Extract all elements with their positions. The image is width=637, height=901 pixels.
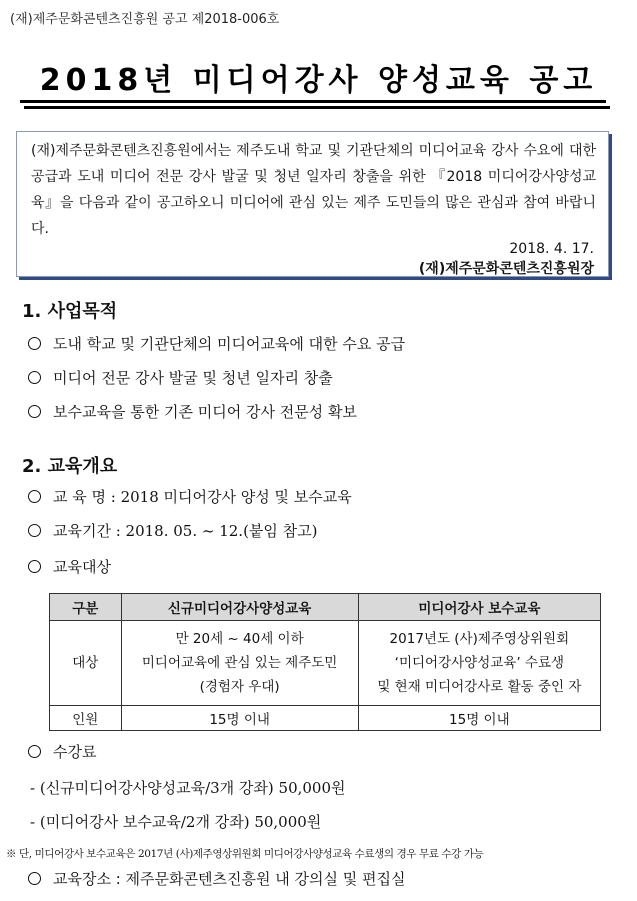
- course-name-line: 교 육 명 : 2018 미디어강사 양성 및 보수교육: [28, 486, 352, 507]
- page-title: 2018년 미디어강사 양성교육 공고: [39, 63, 598, 98]
- table-header-category: 구분: [50, 594, 122, 621]
- table-header-new-course: 신규미디어강사양성교육: [121, 594, 358, 621]
- new-course-count: 15명 이내: [121, 706, 358, 731]
- refresh-course-target: 2017년도 (사)제주영상위원회 ‘미디어강사양성교육’ 수료생 및 현재 미디어강사로 활동 중인 자: [358, 621, 600, 706]
- venue-line: 교육장소 : 제주문화콘텐츠진흥원 내 강의실 및 편집실: [28, 868, 405, 889]
- circle-bullet-icon: [28, 490, 41, 503]
- section1-heading: 1. 사업목적: [22, 301, 118, 322]
- row-label-count: 인원: [50, 706, 122, 731]
- notice-number: (재)제주문화콘텐츠진흥원 공고 제2018-006호: [10, 12, 280, 27]
- fee-note: ※ 단, 미디어강사 보수교육은 2017년 (사)제주영상위원회 미디어강사양성교육 수료생의 경우 무료 수강 가능: [6, 848, 484, 860]
- section2-heading: 2. 교육개요: [22, 456, 118, 477]
- circle-bullet-icon: [28, 872, 41, 885]
- circle-bullet-icon: [28, 371, 41, 384]
- purpose-item-1: 도내 학교 및 기관단체의 미디어교육에 대한 수요 공급: [28, 333, 405, 354]
- notice-signer: (재)제주문화콘텐츠진흥원장: [418, 261, 594, 277]
- intro-text: (재)제주문화콘텐츠진흥원에서는 제주도내 학교 및 기관단체의 미디어교육 강사 수요에 대한 공급과 도내 미디어 전문 강사 발굴 및 청년 일자리 창출을 위한 『2018 미디어강사양성교육』을 다음과 같이 공고하오니 미디어에 관심 있는 제주 도민들의 많은 관심과 참여 바랍니다.: [31, 143, 596, 237]
- table-row: [50, 706, 601, 731]
- circle-bullet-icon: [28, 745, 41, 758]
- new-course-target: 만 20세 ~ 40세 이하 미디어교육에 관심 있는 제주도민 (경험자 우대): [121, 621, 358, 706]
- circle-bullet-icon: [28, 337, 41, 350]
- table-row: [50, 621, 601, 706]
- circle-bullet-icon: [28, 524, 41, 537]
- intro-box: [16, 131, 609, 277]
- table-header-refresh-course: 미디어강사 보수교육: [358, 594, 600, 621]
- course-period-line: 교육기간 : 2018. 05. ~ 12.(붙임 참고): [28, 520, 318, 541]
- title-underline: [20, 100, 606, 103]
- circle-bullet-icon: [28, 560, 41, 573]
- fee-item-refresh: - (미디어강사 보수교육/2개 강좌) 50,000원: [30, 813, 322, 831]
- course-target-label: 교육대상: [28, 556, 111, 577]
- purpose-item-2: 미디어 전문 강사 발굴 및 청년 일자리 창출: [28, 367, 333, 388]
- row-label-target: 대상: [50, 621, 122, 706]
- title-underline-double: [24, 106, 610, 109]
- circle-bullet-icon: [28, 405, 41, 418]
- fee-item-new: - (신규미디어강사양성교육/3개 강좌) 50,000원: [30, 779, 346, 797]
- fee-label: 수강료: [28, 741, 96, 762]
- target-table: [49, 593, 601, 731]
- purpose-item-3: 보수교육을 통한 기존 미디어 강사 전문성 확보: [28, 401, 357, 422]
- notice-date: 2018. 4. 17.: [509, 241, 594, 257]
- refresh-course-count: 15명 이내: [358, 706, 600, 731]
